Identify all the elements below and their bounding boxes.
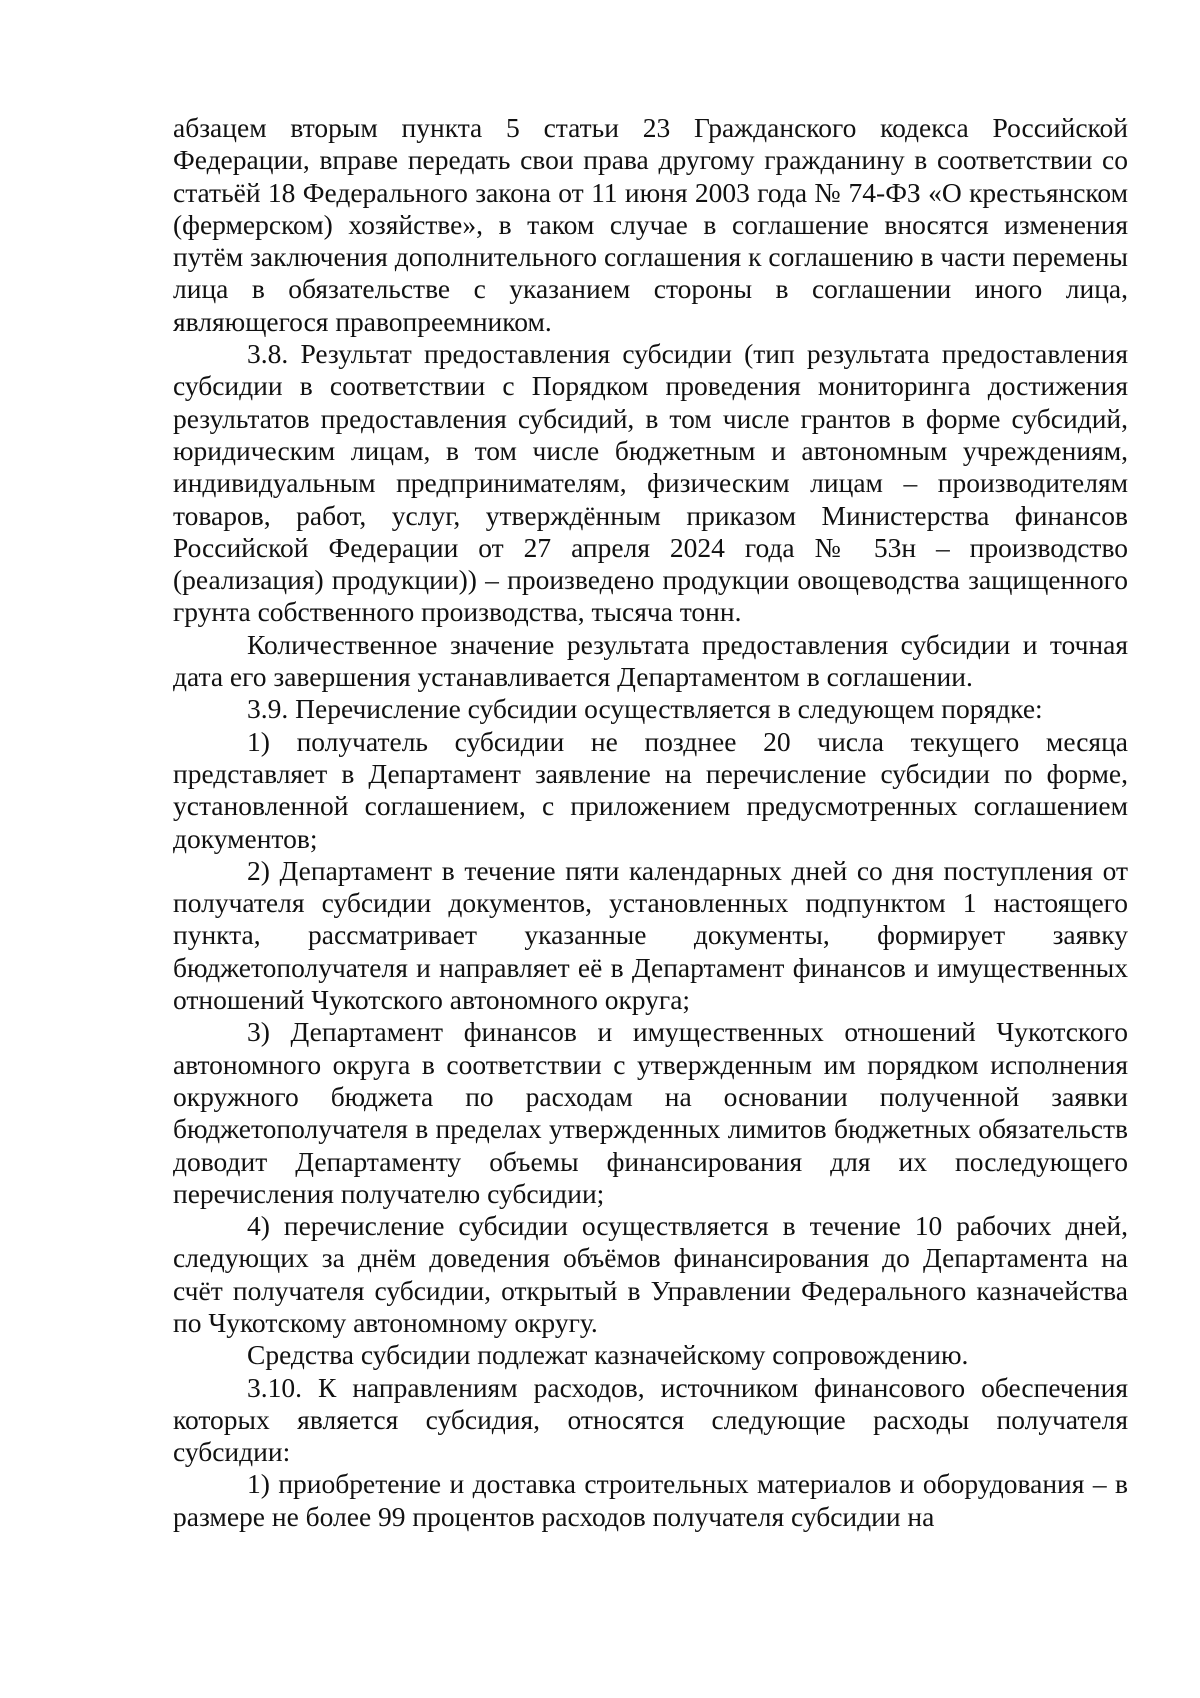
paragraph-3-9-item-1: 1) получатель субсидии не позднее 20 числа текущего месяца представляет в Департамент заявление на перечисление субсидии по форме, установленной соглашением, с приложением предусмотренных соглашением документов; <box>173 725 1128 854</box>
paragraph-3-9-item-4: 4) перечисление субсидии осуществляется в течение 10 рабочих дней, следующих за днём доведения объёмов финансирования до Департамента на счёт получателя субсидии, открытый в Управлении Федерального казначейства по Чукотскому автономному округу. <box>173 1210 1128 1338</box>
paragraph-result-quantity: Количественное значение результата предоставления субсидии и точная дата его завершения устанавливается Департаментом в соглашении. <box>173 628 1128 693</box>
paragraph-3-8-subsidy-result: 3.8. Результат предоставления субсидии (тип результата предоставления субсидии в соответствии с Порядком проведения мониторинга достижения результатов предоставления субсидий, в том числе грантов в форме субсидий, юридическим лицам, в том числе бюджетным и автономным учреждениям, индивидуальным предпринимателям, физическим лицам – производителям товаров, работ, услуг, утверждённым приказом Министерства финансов Российской Федерации от 27 апреля 2024 года № 53н – производство (реализация) продукции)) – произведено продукции овощеводства защищенного грунта собственного производства, тысяча тонн. <box>173 338 1128 628</box>
paragraph-treasury-support: Средства субсидии подлежат казначейскому сопровождению. <box>247 1339 969 1371</box>
paragraph-3-9-transfer-order: 3.9. Перечисление субсидии осуществляется в следующем порядке: <box>247 693 1043 725</box>
paragraph-continuation: абзацем вторым пункта 5 статьи 23 Гражданского кодекса Российской Федерации, вправе передать свои права другому гражданину в соответствии со статьёй 18 Федерального закона от 11 июня 2003 года № 74-ФЗ «О крестьянском (фермерском) хозяйстве», в таком случае в соглашение вносятся изменения путём заключения дополнительного соглашения к соглашению в части перемены лица в обязательстве с указанием стороны в соглашении иного лица, являющегося правопреемником. <box>173 112 1128 337</box>
paragraph-3-10-expense-directions: 3.10. К направлениям расходов, источником финансового обеспечения которых является субсидия, относятся следующие расходы получателя субсидии: <box>173 1371 1128 1468</box>
paragraph-3-9-item-3: 3) Департамент финансов и имущественных отношений Чукотского автономного округа в соответствии с утвержденным им порядком исполнения окружного бюджета по расходам на основании полученной заявки бюджетополучателя в пределах утвержденных лимитов бюджетных обязательств доводит Департаменту объемы финансирования для их последующего перечисления получателю субсидии; <box>173 1016 1128 1209</box>
document-body <box>173 112 1128 1533</box>
paragraph-3-10-item-1: 1) приобретение и доставка строительных материалов и оборудования – в размере не более 99 процентов расходов получателя субсидии на <box>173 1468 1128 1532</box>
paragraph-3-9-item-2: 2) Департамент в течение пяти календарных дней со дня поступления от получателя субсидии документов, установленных подпунктом 1 настоящего пункта, рассматривает указанные документы, формирует заявку бюджетополучателя и направляет её в Департамент финансов и имущественных отношений Чукотского автономного округа; <box>173 854 1128 1016</box>
